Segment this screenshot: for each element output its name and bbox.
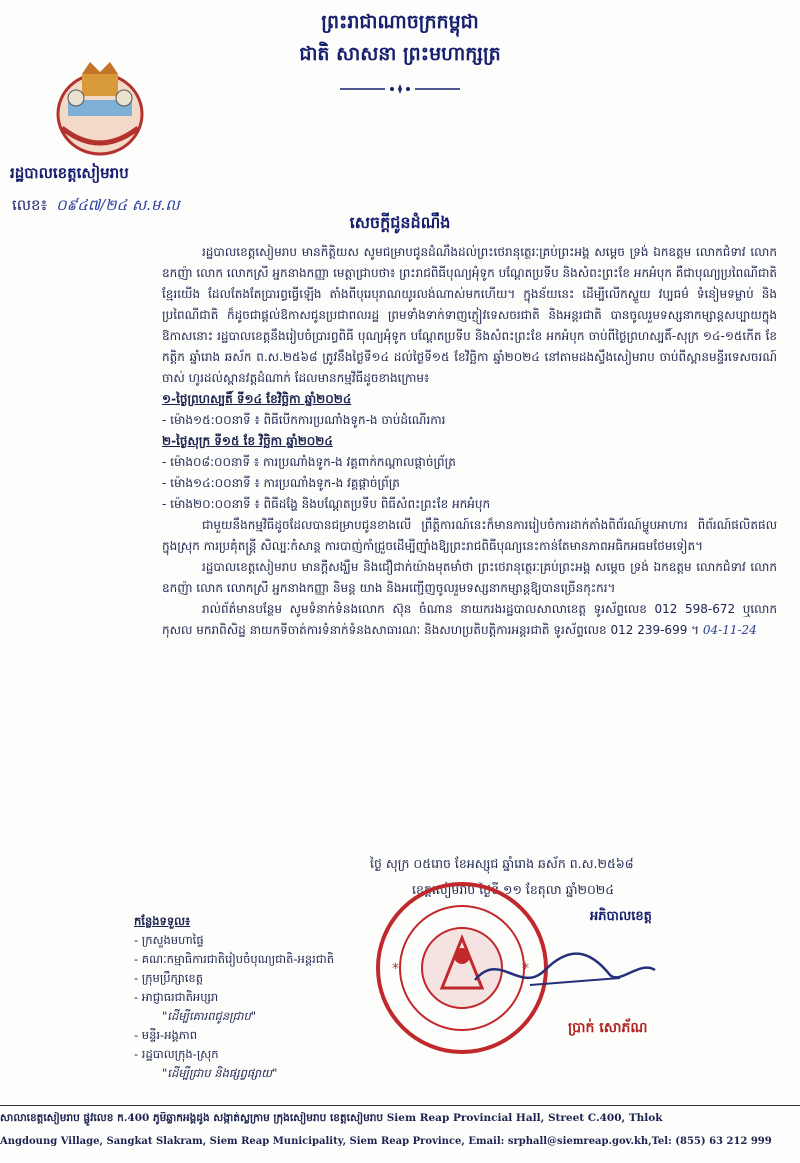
svg-text:*: * <box>392 961 399 977</box>
document-number-label: លេខ៖ <box>12 196 48 214</box>
schedule-day-1: ១-ថ្ងៃព្រហស្បតិ៍ ទី១៤ ខែវិច្ឆិកា ឆ្នាំ២០២៤ <box>162 392 352 406</box>
document-number-value: ០៩៤៧/២៤ ស.ម.ល <box>55 196 180 214</box>
recipient-item: - ក្រុមប្រឹក្សាខេត្ត <box>134 971 204 985</box>
handwritten-signature-icon <box>470 940 660 1000</box>
document-body <box>162 242 777 641</box>
national-motto: ជាតិ សាសនា ព្រះមហាក្សត្រ <box>299 43 501 65</box>
paragraph-contact <box>162 599 777 641</box>
signatory-name: ប្រាក់ សោភ័ណ <box>568 1020 648 1036</box>
schedule-item: - ម៉ោង០៨:០០នាទី ៖ ការប្រណាំងទូក-ង វគ្គពាក់កណ្តាលផ្តាច់ព្រ័ត្រ <box>162 455 456 469</box>
ornament-divider-icon <box>340 82 460 96</box>
signatory-title: អភិបាលខេត្ត <box>590 909 652 924</box>
paragraph-activities: ជាមួយនឹងកម្មវិធីដូចដែលបានជម្រាបជូនខាងលើ ព្រឹត្តិការណ៍នេះក៏មានការរៀបចំការដាក់តាំងពិព័រណ៍ម្ហូបអាហារ ពិព័រណ៍ផលិតផលក្នុងស្រុក ការប្រគុំតន្ត្រី សិល្បៈកំសាន្ត ការបាញ់កាំជ្រួចដើម្បីញ៉ាំងឱ្យព្រះរាជពិធីបុណ្យនេះកាន់តែមានភាពអធិកអធមថែមទៀត។ <box>162 518 777 553</box>
recipient-note: "ដើម្បីជ្រាប និងផ្សព្វផ្សាយ" <box>162 1066 278 1080</box>
paragraph-invitation: រដ្ឋបាលខេត្តសៀមរាប មានក្តីសង្ឃឹម និងជឿជាក់យ៉ាងមុតមាំថា ព្រះថេរានុត្ថេរៈគ្រប់ព្រះអង្គ សម្តេច ទ្រង់ ឯកឧត្តម លោកជំទាវ លោកឧកញ៉ា លោក លោកស្រី អ្នកនាងកញ្ញា និមន្ត យាង និងអញ្ជើញចូលរួមទស្សនាកម្សាន្តឱ្យបានច្រើនកុះករ។ <box>162 560 777 595</box>
recipient-item: - គណៈកម្មាធិការជាតិរៀបចំបុណ្យជាតិ-អន្តរជាតិ <box>134 952 335 966</box>
schedule-item: - ម៉ោង១៥:០០នាទី ៖ ពិធីបើកការប្រណាំងទូក-ង ចាប់ដំណើរការ <box>162 413 446 427</box>
recipient-note: "ដើម្បីគោរពជូនជ្រាប" <box>162 1009 257 1023</box>
recipient-item: - រដ្ឋបាលក្រុង-ស្រុក <box>134 1047 219 1061</box>
recipients-list <box>134 912 334 1083</box>
lunar-date: ថ្ងៃ សុក្រ ០៥រោច ខែអស្សុជ ឆ្នាំរោង ឆស័ក ព.ស.២៥៦៨ <box>370 856 634 871</box>
footer-address-line-1: សាលាខេត្តសៀមរាប ផ្លូវលេខ ក.400 ភូមិឆ្លាកអង្គដូង សង្កាត់ស្លក្រាម ក្រុងសៀមរាប ខេត្តសៀមរាប Siem Reap Provincial Hall, Street C.400, Thlok <box>0 1112 663 1124</box>
footer-divider <box>0 1105 800 1106</box>
schedule-item: - ម៉ោង១៤:០០នាទី ៖ ការប្រណាំងទូក-ង វគ្គផ្តាច់ព្រ័ត្រ <box>162 476 400 490</box>
handwritten-mark: 04-11-24 <box>702 623 757 637</box>
provincial-emblem-icon <box>52 58 148 162</box>
recipient-item: - មន្ទីរ-អង្គភាព <box>134 1028 198 1042</box>
footer-address-line-2: Angdoung Village, Sangkat Slakram, Siem Reap Municipality, Siem Reap Province, Email: srphall@siemreap.gov.kh,Tel: (855) 63 212 999 <box>0 1136 772 1147</box>
solar-date: ខេត្តសៀមរាប ថ្ងៃទី ១១ ខែតុលា ឆ្នាំ២០២៤ <box>412 882 615 897</box>
schedule-day-2: ២-ថ្ងៃសុក្រ ទី១៥ ខែ វិច្ឆិកា ឆ្នាំ២០២៤ <box>162 434 333 448</box>
schedule-item: - ម៉ោង២០:០០នាទី ៖ ពិធីដង្ហែ និងបណ្តែតប្រទីប ពិធីសំពះព្រះខែ អកអំបុក <box>162 497 491 511</box>
document-title: សេចក្តីជូនដំណឹង <box>349 213 451 232</box>
contact-text: រាល់ព័ត៌មានបន្ថែម សូមទំនាក់ទំនងលោក ស៊ុន ចំណាន នាយករងរដ្ឋបាលសាលាខេត្ត ទូរស័ព្ទលេខ 012 598-672 ឬលោក កុសល មករាពិសិដ្ឋ នាយកទីចាត់ការទំនាក់ទំនងសាធារណៈ និងសហប្រតិបត្តិការអន្តរជាតិ ទូរស័ព្ទលេខ 012 239-699 ។ <box>162 602 777 637</box>
svg-text:*: * <box>522 961 529 977</box>
recipient-item: - ក្រសួងមហាផ្ទៃ <box>134 933 204 947</box>
paragraph-intro: រដ្ឋបាលខេត្តសៀមរាប មានកិត្តិយស សូមជម្រាបជូនដំណឹងដល់ព្រះថេរានុត្ថេរៈគ្រប់ព្រះអង្គ សម្តេច ទ្រង់ ឯកឧត្តម លោកជំទាវ លោកឧកញ៉ា លោក លោកស្រី អ្នកនាងកញ្ញា មេត្តាជ្រាបថា៖ ព្រះរាជពិធីបុណ្យអុំទូក បណ្តែតប្រទីប និងសំពះព្រះខែ អកអំបុក គឺជាបុណ្យប្រពៃណីជាតិខ្មែរយើង ដែលតែងតែប្រារព្ធធ្វើឡើង តាំងពីបុរេបុរាណយូរលង់ណាស់មកហើយ។ ក្នុងន័យនេះ ដើម្បីលើកស្ទួយ វប្បធម៌ ទំនៀមទម្លាប់ និងប្រពៃណីជាតិ ក៏ដូចជាផ្តល់ឱកាសជូនប្រជាពលរដ្ឋ ព្រមទាំងទាក់ទាញភ្ញៀវទេសចរជាតិ និងអន្តរជាតិ បានចូលរួមទស្សនាកម្សាន្តសប្បាយក្នុងឱកាសនោះ រដ្ឋបាលខេត្តនឹងរៀបចំប្រារព្ធពិធី បុណ្យអុំទូក បណ្តែតប្រទីប និងសំពះព្រះខែ អកអំបុក ចាប់ពីថ្ងៃព្រហស្បតិ៍-សុក្រ ១៤-១៥កើត ខែកត្តិក ឆ្នាំរោង ឆស័ក ព.ស.២៥៦៨ ត្រូវនឹងថ្ងៃទី១៤ ដល់ថ្ងៃទី១៥ ខែវិច្ឆិកា ឆ្នាំ២០២៤ នៅតាមដងស្ទឹងសៀមរាប ចាប់ពីស្ពានមន្ទីរទេសចរណ៍ចាស់ ហូរដល់ស្ពានវត្តដំណាក់ ដែលមានកម្មវិធីដូចខាងក្រោម៖ <box>162 245 777 385</box>
recipient-item: - អាជ្ញាធរជាតិអប្សរា <box>134 990 219 1004</box>
recipients-heading: កន្លែងទទួល៖ <box>134 914 191 928</box>
kingdom-heading: ព្រះរាជាណាចក្រកម្ពុជា <box>321 11 479 33</box>
issuing-authority: រដ្ឋបាលខេត្តសៀមរាប <box>10 164 129 182</box>
